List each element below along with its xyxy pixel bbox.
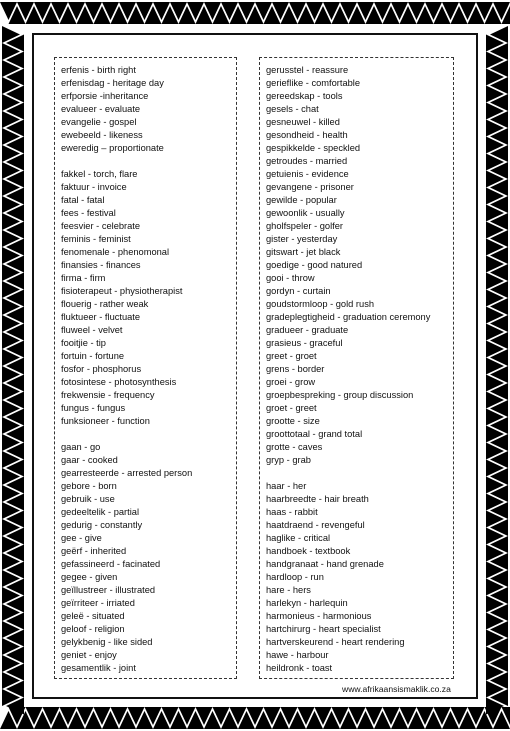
vocabulary-entry: fluweel - velvet [61,325,123,335]
vocabulary-entry: fakkel - torch, flare [61,169,138,179]
vocabulary-entry: gevangene - prisoner [266,182,354,192]
vocabulary-entry: haarbreedte - hair breath [266,494,369,504]
vocabulary-entry: gesamentlik - joint [61,663,136,673]
vocabulary-entry: gitswart - jet black [266,247,341,257]
vocabulary-entry: geleë - situated [61,611,125,621]
vocabulary-entry: groottotaal - grand total [266,429,363,439]
vocabulary-entry: gholfspeler - golfer [266,221,343,231]
vocabulary-entry: feesvier - celebrate [61,221,141,231]
right-word-column [259,57,454,679]
vocabulary-entry: frekwensie - frequency [61,390,155,400]
vocabulary-entry: gradeplegtigheid - graduation ceremony [266,312,431,322]
vocabulary-entry: haatdraend - revengeful [266,520,365,530]
vocabulary-entry: harmonieus - harmonious [266,611,372,621]
vocabulary-entry: gradueer - graduate [266,325,349,335]
vocabulary-entry: gegee - given [61,572,118,582]
vocabulary-entry: gedeeltelik - partial [61,507,140,517]
vocabulary-entry: groet - greet [266,403,317,413]
vocabulary-entry: handgranaat - hand grenade [266,559,384,569]
vocabulary-entry: goedige - good natured [266,260,363,270]
vocabulary-entry: faktuur - invoice [61,182,127,192]
vocabulary-entry: groepbespreking - group discussion [266,390,414,400]
vocabulary-entry: getuienis - evidence [266,169,349,179]
vocabulary-entry: gedurig - constantly [61,520,143,530]
vocabulary-entry: grootte - size [266,416,320,426]
vocabulary-entry: geloof - religion [61,624,125,634]
vocabulary-entry: fotosintese - photosynthesis [61,377,177,387]
vocabulary-entry: haglike - critical [266,533,331,543]
vocabulary-entry: hartchirurg - heart specialist [266,624,381,634]
group-spacer [61,428,236,441]
vocabulary-entry: gee - give [61,533,102,543]
vocabulary-entry: gebore - born [61,481,117,491]
vocabulary-entry: ewebeeld - likeness [61,130,143,140]
vocabulary-entry: heildronk - toast [266,663,333,673]
vocabulary-entry: fatal - fatal [61,195,105,205]
vocabulary-entry: haar - her [266,481,307,491]
vocabulary-entry: erfenisdag - heritage day [61,78,164,88]
vocabulary-entry: evangelie - gospel [61,117,137,127]
vocabulary-entry: erfenis - birth right [61,65,136,75]
vocabulary-entry: gaan - go [61,442,101,452]
vocabulary-entry: evalueer - evaluate [61,104,141,114]
vocabulary-entry: geïllustreer - illustrated [61,585,156,595]
vocabulary-entry: gefassineerd - facinated [61,559,161,569]
vocabulary-entry: grens - border [266,364,325,374]
group-spacer [61,155,236,168]
group-spacer [266,467,453,480]
vocabulary-entry: firma - firm [61,273,106,283]
vocabulary-entry: gister - yesterday [266,234,338,244]
vocabulary-entry: fees - festival [61,208,116,218]
vocabulary-entry: greet - groet [266,351,317,361]
vocabulary-entry: fungus - fungus [61,403,126,413]
left-word-column [54,57,237,679]
website-footer: www.afrikaansismaklik.co.za [342,684,451,694]
vocabulary-entry: gerusstel - reassure [266,65,349,75]
vocabulary-entry: gespikkelde - speckled [266,143,361,153]
vocabulary-entry: eweredig – proportionate [61,143,164,153]
vocabulary-entry: gesels - chat [266,104,319,114]
vocabulary-entry: erfporsie -inheritance [61,91,149,101]
vocabulary-entry: gearresteerde - arrested person [61,468,193,478]
vocabulary-entry: fisioterapeut - physiotherapist [61,286,183,296]
vocabulary-entry: finansies - finances [61,260,141,270]
vocabulary-entry: geërf - inherited [61,546,127,556]
vocabulary-entry: fluktueer - fluctuate [61,312,141,322]
vocabulary-entry: fenomenale - phenomonal [61,247,170,257]
vocabulary-entry: gooi - throw [266,273,315,283]
vocabulary-entry: feminis - feminist [61,234,131,244]
vocabulary-entry: haas - rabbit [266,507,318,517]
vocabulary-entry: gesondheid - health [266,130,348,140]
vocabulary-entry: gerieflike - comfortable [266,78,361,88]
vocabulary-entry: hartverskeurend - heart rendering [266,637,405,647]
vocabulary-entry: gereedskap - tools [266,91,343,101]
vocabulary-entry: fosfor - phosphorus [61,364,142,374]
vocabulary-entry: handboek - textbook [266,546,351,556]
vocabulary-entry: gesneuwel - killed [266,117,340,127]
vocabulary-entry: grasieus - graceful [266,338,343,348]
vocabulary-entry: fortuin - fortune [61,351,125,361]
vocabulary-entry: grotte - caves [266,442,323,452]
vocabulary-entry: getroudes - married [266,156,348,166]
vocabulary-entry: geïrriteer - irriated [61,598,135,608]
vocabulary-entry: funksioneer - function [61,416,150,426]
vocabulary-entry: gryp - grab [266,455,311,465]
vocabulary-entry: gordyn - curtain [266,286,331,296]
vocabulary-entry: gewoonlik - usually [266,208,345,218]
vocabulary-entry: goudstormloop - gold rush [266,299,375,309]
vocabulary-entry: gewilde - popular [266,195,337,205]
vocabulary-entry: gebruik - use [61,494,115,504]
vocabulary-entry: hawe - harbour [266,650,329,660]
vocabulary-entry: gaar - cooked [61,455,118,465]
vocabulary-entry: gelykbenig - like sided [61,637,153,647]
vocabulary-entry: geniet - enjoy [61,650,117,660]
vocabulary-entry: fooitjie - tip [61,338,106,348]
vocabulary-entry: groei - grow [266,377,316,387]
vocabulary-entry: flouerig - rather weak [61,299,149,309]
vocabulary-entry: harlekyn - harlequin [266,598,348,608]
vocabulary-entry: hardloop - run [266,572,324,582]
vocabulary-entry: hare - hers [266,585,311,595]
